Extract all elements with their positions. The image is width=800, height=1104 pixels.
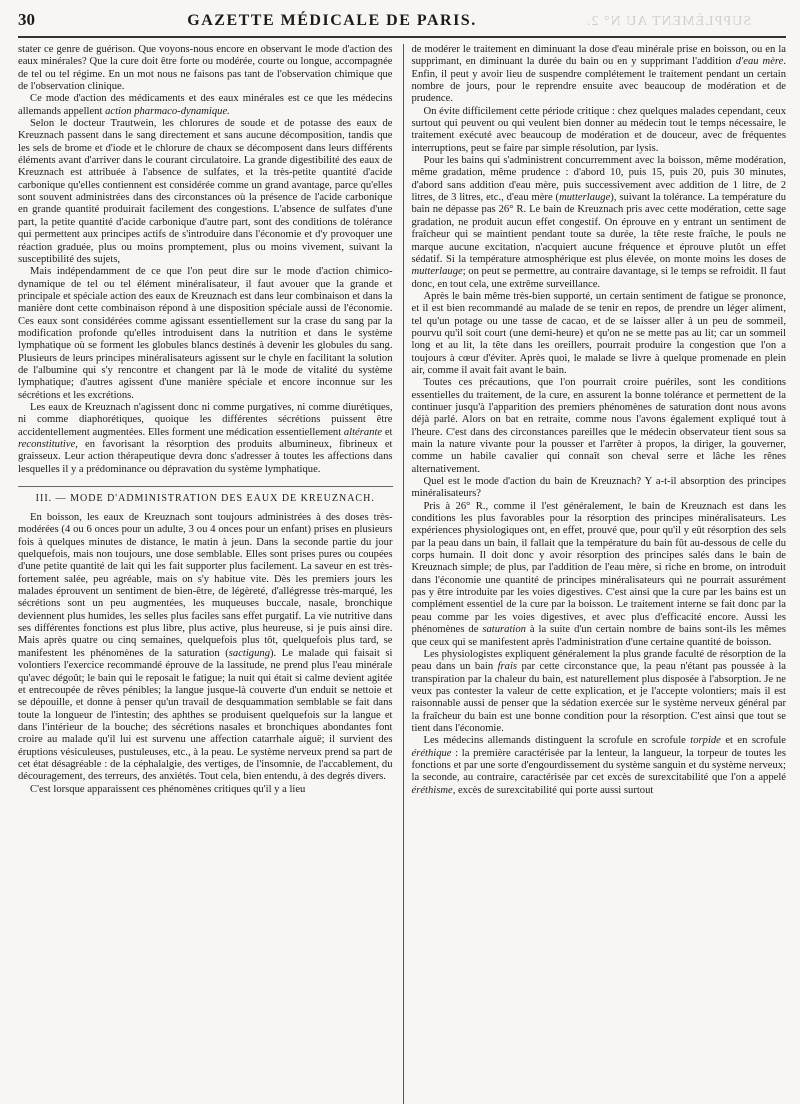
paragraph: Les eaux de Kreuznach n'agissent donc ni comme purgatives, ni comme diurétiques, ni comme diaphorétiques, quoique les différentes sécrétions puissent être accidentellement augmentées. Elles forment une médication essentiellement altérante et reconstitutive, en favorisant la résorption des produits albumineux, fibrineux et graisseux. Leur action thérapeutique devra donc s'adresser à toutes les affections dans lesquelles il y a prédominance ou dépravation du système lymphatique.: [18, 401, 393, 475]
paragraph: de modérer le traitement en diminuant la dose d'eau minérale prise en boisson, ou en la supprimant, en diminuant la durée du bain ou en y supprimant l'addition d'eau mère. Enfin, il peut y avoir lieu de suspendre complétement le traitement pendant un certain nombre de jours, pour le reprendre ensuite avec beaucoup de modération et de prudence.: [411, 44, 786, 105]
right-column: [403, 44, 787, 1104]
page-number: 30: [18, 10, 35, 29]
paragraph: Pris à 26° R., comme il l'est généralement, le bain de Kreuznach est dans les conditions les plus favorables pour la résorption des principes minéralisateurs. Les expériences physiologiques ont, en effet, prouvé que, pour qu'il y eût résorption des sels par la peau dans un bain, il fallait que la température du bain fût au-dessous de celle du corps humain. Il doit donc y avoir résorption des principes salés dans le bain de Kreuznach simple; de plus, par l'addition de l'eau mère, si riche en brome, on introduit dans l'économie une quantité de principes minéralisateurs qui ne pourrait assurément pas y être introduite par les voies digestives. C'est ainsi que la cure par les bains est un complément essentiel de la cure par la boisson. Le traitement interne se fait donc par la peau comme par les voies digestives, et avec plus d'efficacité encore. Aussi les phénomènes de saturation à la suite d'un certain nombre de bains sont-ils les mêmes que ceux qui se manifestent après l'administration d'une certaine quantité de boisson.: [411, 500, 786, 648]
paragraph: En boisson, les eaux de Kreuznach sont toujours administrées à des doses très-modérées (4 ou 6 onces pour un adulte, 3 ou 4 onces pour un enfant) prises en plusieurs fois à quelques minutes de distance, le matin à jeun. Dans la seconde partie du jour quelquefois, mais non toujours, une dose semblable. Elles sont prises pures ou coupées d'une petite quantité de lait qui les fait supporter plus facilement. La saveur en est très-fortement salée, peu agréable, mais on s'y habitue vite. Dès les premiers jours les malades éprouvent un sentiment de bien-être, de légèreté, d'allégresse très-marqué, les sécrétions sont un peu augmentées, les muqueuses buccale, nasale, bronchique deviennent plus humides, les selles plus faciles sans effet purgatif. La vie nutritive dans ses différentes fonctions est plus libre, plus active, plus heureuse, si je puis ainsi dire. Mais après quatre ou cinq semaines, quelquefois plus tôt, quelquefois plus tard, se manifestent les phénomènes de la saturation (sactigung). Le malade qui faisait si volontiers l'exercice recommandé éprouve de la lassitude, ne prend plus l'eau minérale qu'avec dégoût; le bain qui le reposait le fatigue; la nuit qui était si calme devient agitée et entrecoupée de rêves pénibles; la langue jusque-là couverte d'un enduit se nettoie et se dépouille, et donne à penser qu'un travail de desquammation semblable se fait dans toute la longueur de l'intestin; des aphthes se produisent quelquefois sur la langue et dans l'intérieur de la bouche; des sécrétions nasales et bronchiques abondantes font croire au malade qu'il lui est survenu une affection catarrhale aiguë; il survient des éruptions vésiculeuses, pustuleuses, etc., à la peau. Le système nerveux prend sa part de cet état désagréable : de la céphalalgie, des vertiges, de l'insomnie, de l'accablement, du découragement, des terreurs, des anxiétés. Tout cela, bien entendu, à des degrés divers.: [18, 512, 393, 783]
paragraph: Selon le docteur Trautwein, les chlorures de soude et de potasse des eaux de Kreuznach passent dans le sang directement et sans aucune décomposition, tandis que les sels de brome et d'iode et le chlorure de chaux se décomposent dans leurs différents éléments avant d'arriver dans le courant circulatoire. La grande digestibilité des eaux de Kreuznach est attribuée à l'absence de sulfates, et la très-petite quantité d'acide carbonique qu'elles contiennent est considérée comme un grand avantage, parce qu'elles sont souvent administrées dans des circonstances où la présence de l'acide carbonique en grande quantité produirait facilement des congestions. L'absence de sulfates d'une part, la petite quantité d'acide carbonique d'autre part, sont des conditions de tolérance qui permettent aux principes actifs de s'introduire dans l'économie et d'y provoquer une réaction graduée, plus ou moins promptement, plus ou moins vivement, suivant la susceptibilité des sujets,: [18, 118, 393, 265]
text-columns: [18, 44, 786, 1104]
paragraph: Après le bain même très-bien supporté, un certain sentiment de fatigue se prononce, et il est bien recommandé au malade de se tenir en repos, de prendre un léger aliment, tel qu'un potage ou une tasse de cacao, et de se laisser aller à un peu de sommeil, pourvu qu'il soit court (une demi-heure) et qu'on ne se mette pas au lit; car un sommeil long et au lit, la tête dans les oreillers, pourrait produire la congestion que l'on a toujours à cœur d'éviter. Après quoi, le malade se livre à quelque promenade en plein air, comme il avait fait avant le bain.: [411, 290, 786, 376]
journal-title: GAZETTE MÉDICALE DE PARIS.: [187, 12, 477, 29]
paragraph: Mais indépendamment de ce que l'on peut dire sur le mode d'action chimico-dynamique de tel ou tel élément minéralisateur, il faut avouer que la grande et principale et spéciale action des eaux de Kreuznach est dans leur combinaison et dans la manière dont cette combinaison répond à une disposition spéciale aussi de l'économie. Ces eaux sont considérées comme agissant essentiellement sur la crase du sang par la modification profonde qu'elles introduisent dans la nutrition et dans le système lymphatique où se forment les globules blancs destinés à devenir les globules du sang. Plusieurs de leurs principes minéralisateurs agissent sur le chyle en facilitant la solution de l'albumine qui s'y rencontre et changent par là le mode de vitalité du système lymphatique; d'autres agissent d'une manière spéciale et encore inconnue sur les sécrétions et les excrétions.: [18, 266, 393, 401]
left-column: [18, 44, 393, 1104]
paragraph: On évite difficilement cette période critique : chez quelques malades cependant, ceux surtout qui peuvent ou qui veulent bien donner au médecin tout le temps nécessaire, le traitement exécuté avec beaucoup de modération et de douceur, avec de fréquentes interruptions, peut se faire par simple résolution, par lysis.: [411, 105, 786, 154]
paragraph: stater ce genre de guérison. Que voyons-nous encore en observant le mode d'action des eaux minérales? Que la cure doit être forte ou modérée, courte ou longue, accompagnée de tel ou tel régime. En un mot nous ne faisons pas tant de l'observation chimique que de l'observation clinique.: [18, 44, 393, 93]
bleed-through-text: SUPPLÉMENT AU N° 2.: [586, 14, 752, 29]
paragraph: Ce mode d'action des médicaments et des eaux minérales est ce que les médecins allemands appellent action pharmaco-dynamique.: [18, 93, 393, 117]
paragraph: Quel est le mode d'action du bain de Kreuznach? Y a-t-il absorption des principes minéralisateurs?: [411, 476, 786, 500]
paragraph: Les physiologistes expliquent généralement la plus grande faculté de résorption de la peau dans un bain frais par cette circonstance que, la peau n'étant pas poussée à la transpiration par la chaleur du bain, est naturellement plus disposée à l'absorption. Je ne veux pas contester la valeur de cette explication, et je l'accepte volontiers; mais il est raisonnable aussi de penser que la sédation exercée sur le système nerveux général par la fraîcheur du bain est une bonne condition pour la résorption. C'est ainsi que tout se tient dans l'économie.: [411, 648, 786, 734]
paragraph: Toutes ces précautions, que l'on pourrait croire puériles, sont les conditions essentielles du traitement, de la cure, en assurent la bonne tolérance et permettent de la continuer jusqu'à l'apparition des premiers phénomènes de saturation dont nous avons déjà parlé. Alors on bat en retraite, comme nous l'avons également expliqué tout à l'heure. C'est dans des circonstances pareilles que le médecin observateur tient sous sa main la nature vivante pour la pousser et l'arrêter à propos, la diriger, la gouverner, comme un habile cavalier qui connaît son cheval serre et lâche les rênes alternativement.: [411, 377, 786, 475]
paragraph: Pour les bains qui s'administrent concurremment avec la boisson, même modération, même gradation, même prudence : d'abord 10, puis 15, puis 20, puis 30 minutes, d'abord sans addition d'eau mère, puis successivement avec addition de 1 litre, de 2 litres, de 3 litres, etc., d'eau mère (mutterlauge), suivant la tolérance. La température du bain ne dépasse pas 26° R. Le bain de Kreuznach pris avec cette modération, cette sage gradation, ne produit aucun effet congestif. On éprouve en y entrant un sentiment de fraîcheur qui se maintient pendant toute sa durée, la tête reste fraîche, le pouls ne marque aucune excitation, n'acquiert aucune fréquence et éprouve plutôt un effet sédatif. Si la température atmosphérique est plus élevée, on monte moins les doses de mutterlauge; on peut se permettre, au contraire davantage, si le temps se refroidit. Il faut donc, en tout cela, une extrême surveillance.: [411, 155, 786, 290]
page-header: [18, 10, 786, 38]
paragraph: C'est lorsque apparaissent ces phénomènes critiques qu'il y a lieu: [30, 783, 306, 795]
paragraph: Les médecins allemands distinguent la scrofule en scrofule torpide et en scrofule éréthique : la première caractérisée par la lenteur, la langueur, la torpeur de toutes les fonctions et par une sorte d'engourdissement du système sanguin et du système nerveux; la seconde, au contraire, caractérisée par cet excès de surexcitabilité que l'on a appelé éréthisme, excès de surexcitabilité qui porte aussi surtout: [411, 735, 786, 796]
section-heading: III. — MODE D'ADMINISTRATION DES EAUX DE KREUZNACH.: [18, 486, 393, 504]
